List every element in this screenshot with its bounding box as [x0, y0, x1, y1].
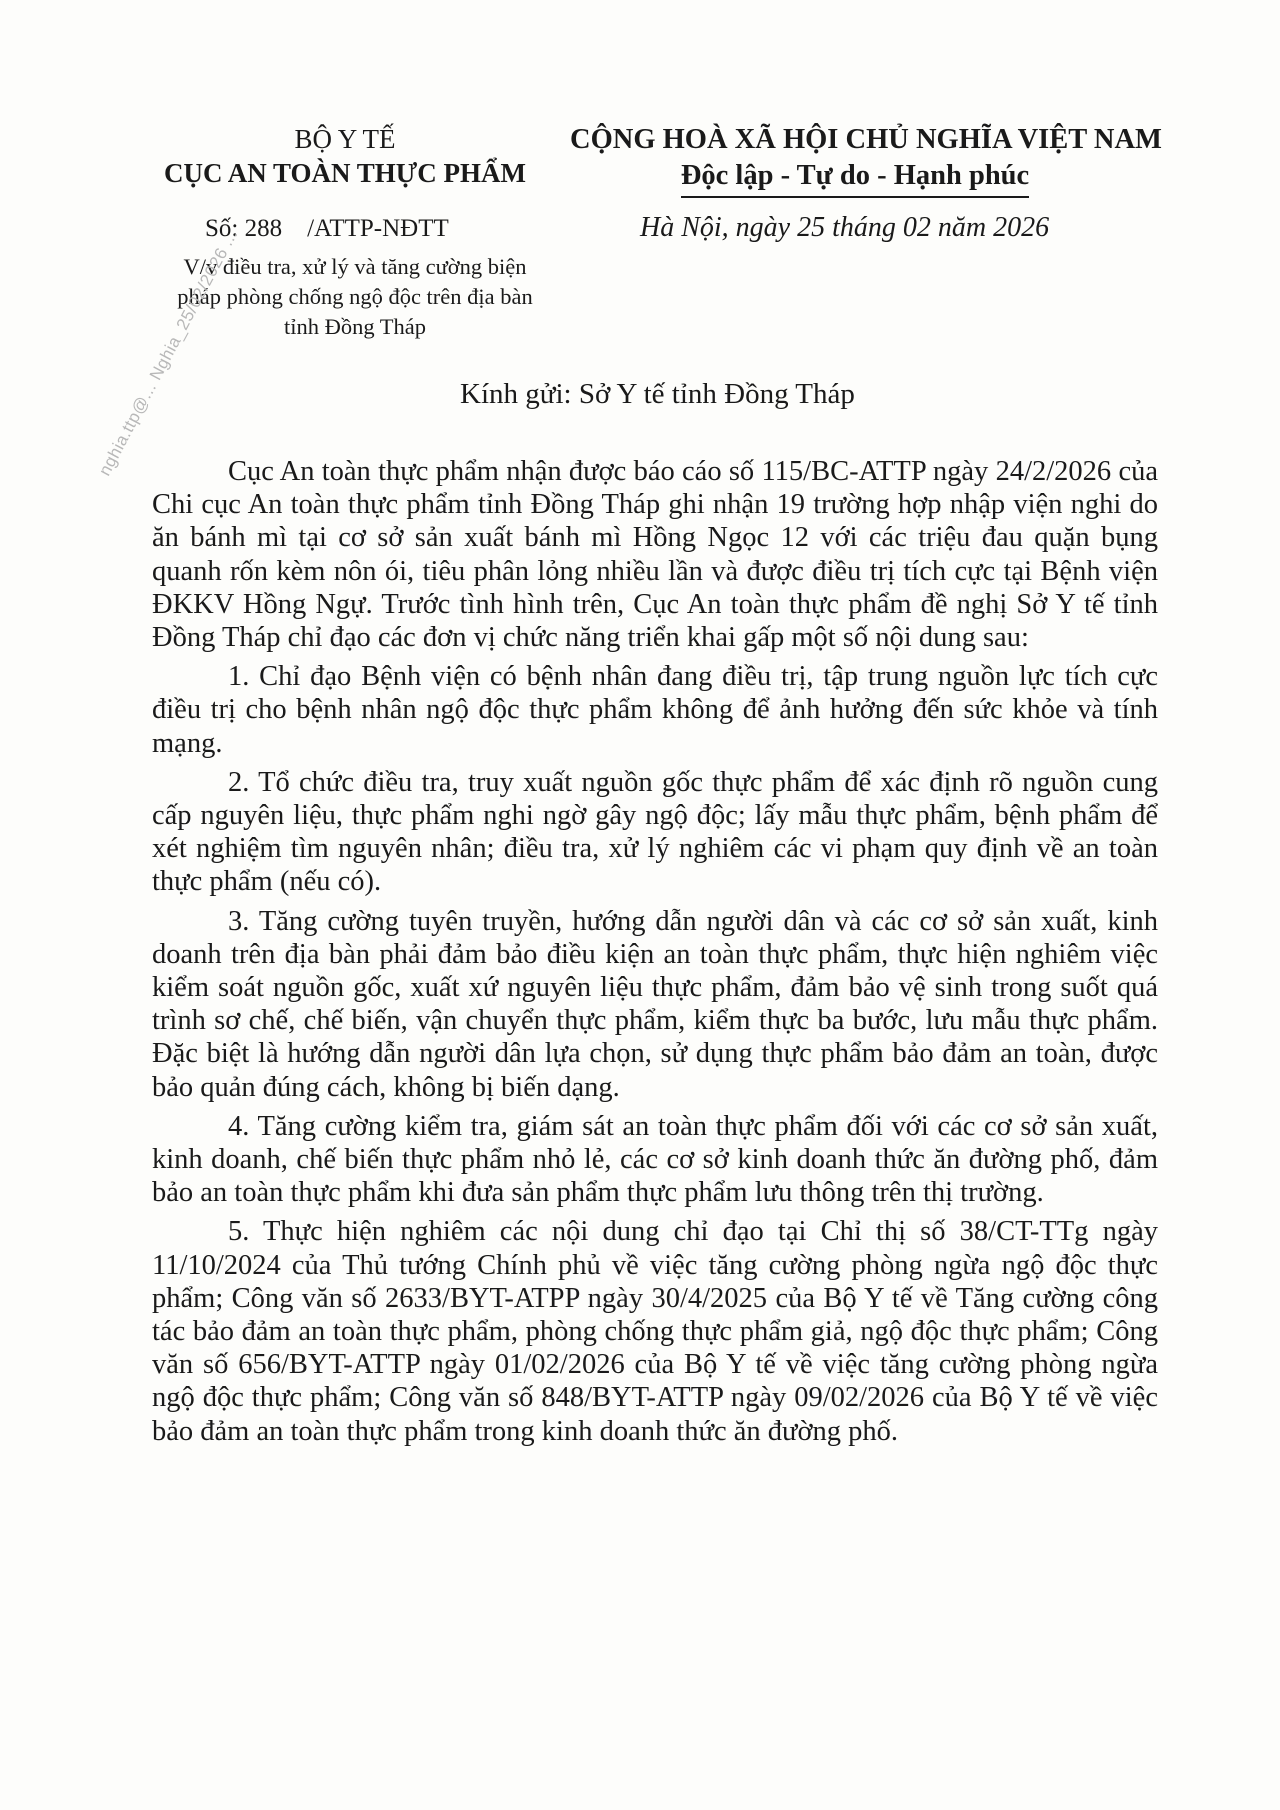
- directive-item-2: 2. Tổ chức điều tra, truy xuất nguồn gốc thực phẩm để xác định rõ nguồn cung cấp nguyên liệu, thực phẩm nghi ngờ gây ngộ độc; lấy mẫu thực phẩm, bệnh phẩm để xét nghiệm tìm nguyên nhân; điều tra, xử lý nghiêm các vi phạm quy định về an toàn thực phẩm (nếu có).: [152, 766, 1158, 898]
- directive-item-5: 5. Thực hiện nghiêm các nội dung chỉ đạo tại Chỉ thị số 38/CT-TTg ngày 11/10/2024 của Thủ tướng Chính phủ về việc tăng cường phòng ngừa ngộ độc thực phẩm; Công văn số 2633/BYT-ATPP ngày 30/4/2025 của Bộ Y tế về Tăng cường công tác bảo đảm an toàn thực phẩm, phòng chống thực phẩm giả, ngộ độc thực phẩm; Công văn số 656/BYT-ATTP ngày 01/02/2026 của Bộ Y tế về việc tăng cường phòng ngừa ngộ độc thực phẩm; Công văn số 848/BYT-ATTP ngày 09/02/2026 của Bộ Y tế về việc bảo đảm an toàn thực phẩm trong kinh doanh thức ăn đường phố.: [152, 1216, 1158, 1447]
- national-header-block: [570, 122, 1162, 198]
- directive-item-3: 3. Tăng cường tuyên truyền, hướng dẫn người dân và các cơ sở sản xuất, kinh doanh trên địa bàn phải đảm bảo điều kiện an toàn thực phẩm, thực hiện nghiêm việc kiểm soát nguồn gốc, xuất xứ nguyên liệu thực phẩm, đảm bảo vệ sinh trong suốt quá trình sơ chế, chế biến, vận chuyển thực phẩm, kiểm thực ba bước, lưu mẫu thực phẩm. Đặc biệt là hướng dẫn người dân lựa chọn, sử dụng thực phẩm bảo đảm an toàn, được bảo quản đúng cách, không bị biến dạng.: [152, 905, 1158, 1103]
- directive-item-4: 4. Tăng cường kiểm tra, giám sát an toàn thực phẩm đối với các cơ sở sản xuất, kinh doanh, chế biến thực phẩm nhỏ lẻ, các cơ sở kinh doanh thức ăn đường phố, đảm bảo an toàn thực phẩm khi đưa sản phẩm thực phẩm lưu thông trên thị trường.: [152, 1110, 1158, 1209]
- document-subject: V/v điều tra, xử lý và tăng cường biện pháp phòng chống ngộ độc trên địa bàn tỉnh Đồng Tháp: [177, 254, 533, 339]
- issuing-agency-block: [145, 122, 545, 190]
- document-number: Số: 288 /ATTP-NĐTT: [205, 215, 449, 242]
- recipient-line: Kính gửi: Sở Y tế tỉnh Đồng Tháp: [460, 378, 855, 410]
- intro-paragraph: Cục An toàn thực phẩm nhận được báo cáo số 115/BC-ATTP ngày 24/2/2026 của Chi cục An toàn thực phẩm tỉnh Đồng Tháp ghi nhận 19 trường hợp nhập viện nghi do ăn bánh mì tại cơ sở sản xuất bánh mì Hồng Ngọc 12 với các triệu đau quặn bụng quanh rốn kèm nôn ói, tiêu phân lỏng nhiều lần và được điều trị tích cực tại Bệnh viện ĐKKV Hồng Ngự. Trước tình hình trên, Cục An toàn thực phẩm đề nghị Sở Y tế tỉnh Đồng Tháp chỉ đạo các đơn vị chức năng triển khai gấp một số nội dung sau:: [152, 456, 1158, 654]
- digital-signature-watermark: nghia.ttp@... Nghia_25/02/2026 ...: [95, 226, 242, 479]
- document-body: [152, 455, 1158, 1454]
- parent-ministry: BỘ Y TẾ: [294, 124, 396, 154]
- issuing-agency: CỤC AN TOÀN THỰC PHẨM: [163, 158, 527, 188]
- place-and-date: Hà Nội, ngày 25 tháng 02 năm 2026: [640, 212, 1050, 243]
- country-name: CỘNG HOÀ XÃ HỘI CHỦ NGHĨA VIỆT NAM: [570, 124, 1162, 155]
- directive-item-1: 1. Chỉ đạo Bệnh viện có bệnh nhân đang điều trị, tập trung nguồn lực tích cực điều trị cho bệnh nhân ngộ độc thực phẩm không để ảnh hưởng đến sức khỏe và tính mạng.: [152, 661, 1158, 759]
- national-motto: Độc lập - Tự do - Hạnh phúc: [681, 158, 1029, 198]
